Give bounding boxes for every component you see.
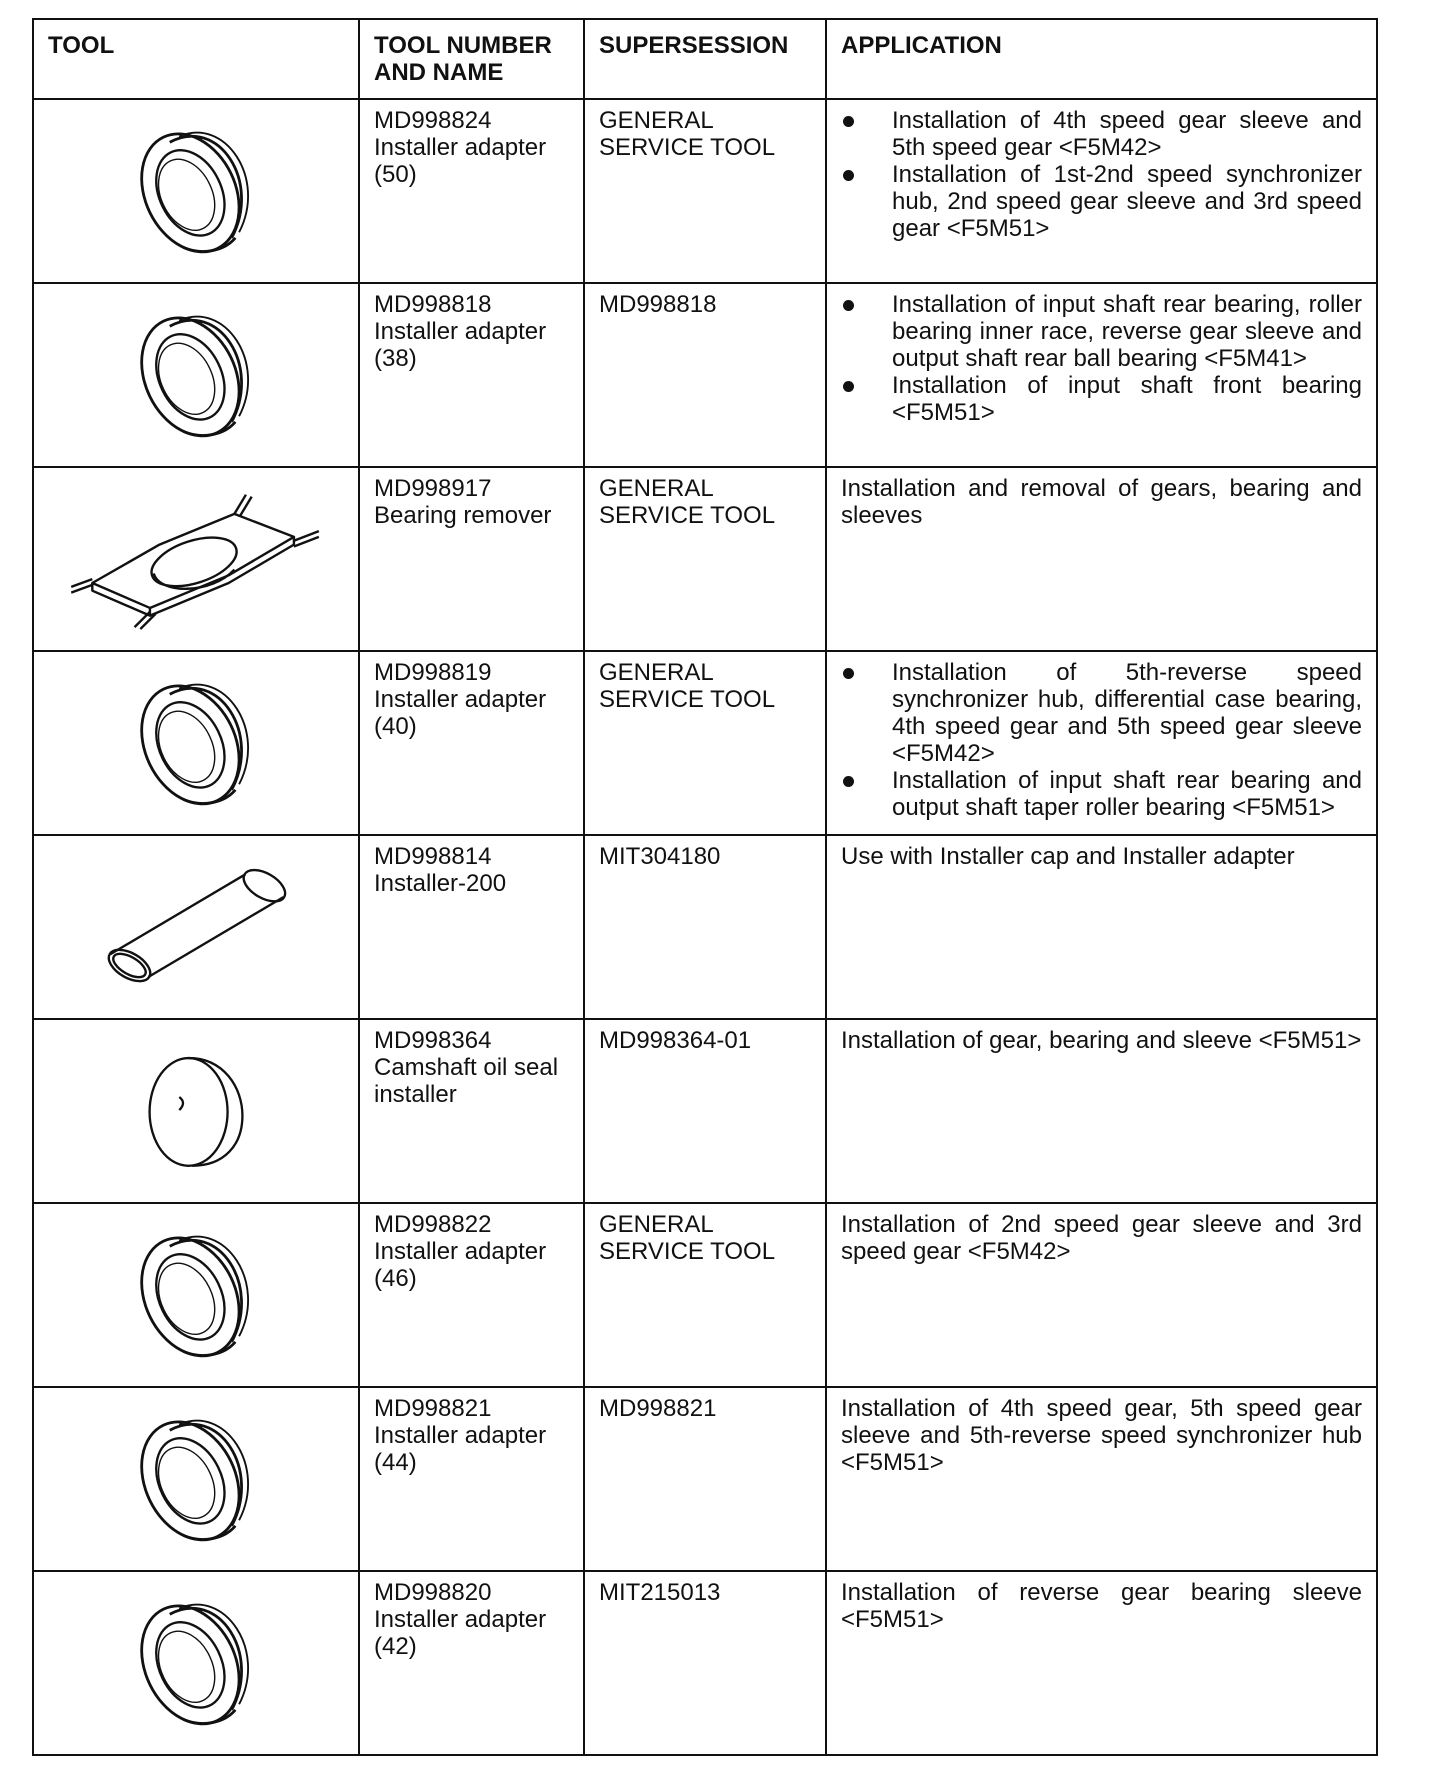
supersession-cell — [584, 651, 826, 835]
tool-number-name-cell — [359, 1571, 584, 1755]
application-item — [841, 659, 1362, 767]
tool-name: Installer adapter (50) — [374, 134, 547, 188]
installer-adapter-icon — [34, 1220, 358, 1370]
tool-number-name-cell — [359, 467, 584, 651]
tool-number-name-cell — [359, 1203, 584, 1387]
supersession-cell — [584, 467, 826, 651]
table-row — [33, 1019, 1377, 1203]
tool-illustration-cell — [33, 1019, 359, 1203]
tool-illustration-cell — [33, 99, 359, 283]
supersession-value: MD998818 — [599, 291, 717, 318]
application-item — [841, 767, 1362, 821]
supersession-value: MIT215013 — [599, 1579, 721, 1606]
application-cell — [826, 835, 1377, 1019]
oil-seal-installer-icon — [34, 1041, 358, 1181]
tool-number-name-cell — [359, 99, 584, 283]
application-text: Installation of 4th speed gear sleeve and 5th speed gear <F5M42> — [892, 107, 1362, 161]
installer-tube-icon — [34, 861, 358, 994]
supersession-value: MIT304180 — [599, 843, 721, 870]
application-text: Installation of 1st-2nd speed synchronizer hub, 2nd speed gear sleeve and 3rd speed gear <F5M51> — [892, 161, 1362, 242]
application-text: Installation of 5th-reverse speed synchronizer hub, differential case bearing, 4th speed gear and 5th speed gear sleeve <F5M42> — [892, 659, 1362, 767]
installer-adapter-icon — [34, 1404, 358, 1554]
table-row — [33, 1387, 1377, 1571]
supersession-cell — [584, 1019, 826, 1203]
table-row — [33, 1571, 1377, 1755]
supersession-cell — [584, 1203, 826, 1387]
application-item — [841, 372, 1362, 426]
installer-adapter-icon — [34, 668, 358, 818]
tool-number: MD998820 — [374, 1579, 492, 1606]
application-text: Installation of 2nd speed gear sleeve and 3rd speed gear <F5M42> — [841, 1211, 1362, 1265]
application-cell — [826, 283, 1377, 467]
tool-number-name-cell — [359, 283, 584, 467]
supersession-cell — [584, 1387, 826, 1571]
application-item — [841, 161, 1362, 242]
tool-number: MD998818 — [374, 291, 492, 318]
application-text: Installation of input shaft front bearing <F5M51> — [892, 372, 1362, 426]
tool-number: MD998917 — [374, 475, 492, 502]
tool-illustration-cell — [33, 1571, 359, 1755]
application-text: Installation of gear, bearing and sleeve <F5M51> — [841, 1027, 1362, 1054]
tool-illustration-cell — [33, 1387, 359, 1571]
tool-number: MD998821 — [374, 1395, 492, 1422]
tool-number: MD998824 — [374, 107, 492, 134]
application-text: Installation of reverse gear bearing sleeve <F5M51> — [841, 1579, 1362, 1633]
tool-illustration-cell — [33, 835, 359, 1019]
tool-name: Installer adapter (42) — [374, 1606, 547, 1660]
bullet-icon — [843, 776, 854, 787]
tool-illustration-cell — [33, 283, 359, 467]
application-text: Installation of input shaft rear bearing, roller bearing inner race, reverse gear sleeve and output shaft rear ball bearing <F5M41> — [892, 291, 1362, 372]
tool-name: Bearing remover — [374, 502, 552, 529]
table-row — [33, 651, 1377, 835]
tool-name: Installer-200 — [374, 870, 507, 897]
application-cell — [826, 99, 1377, 283]
header-row — [33, 19, 1377, 99]
application-list — [841, 107, 1362, 242]
application-item — [841, 107, 1362, 161]
tool-number: MD998364 — [374, 1027, 492, 1054]
application-list — [841, 659, 1362, 821]
supersession-value: GENERAL SERVICE TOOL — [599, 475, 776, 529]
tool-illustration-cell — [33, 1203, 359, 1387]
col-header-number-name: TOOL NUMBER AND NAME — [359, 19, 584, 99]
tool-name: Installer adapter (46) — [374, 1238, 547, 1292]
tool-name: Installer adapter (38) — [374, 318, 547, 372]
tool-number-name-cell — [359, 1019, 584, 1203]
supersession-cell — [584, 835, 826, 1019]
supersession-cell — [584, 283, 826, 467]
tool-number: MD998822 — [374, 1211, 492, 1238]
supersession-value: GENERAL SERVICE TOOL — [599, 107, 776, 161]
special-tools-table — [32, 18, 1378, 1756]
bullet-icon — [843, 116, 854, 127]
application-cell — [826, 1571, 1377, 1755]
application-list — [841, 291, 1362, 426]
bullet-icon — [843, 300, 854, 311]
installer-adapter-icon — [34, 116, 358, 266]
table-row — [33, 283, 1377, 467]
tool-illustration-cell — [33, 467, 359, 651]
tool-name: Installer adapter (44) — [374, 1422, 547, 1476]
bullet-icon — [843, 170, 854, 181]
application-cell — [826, 1387, 1377, 1571]
tool-number-name-cell — [359, 1387, 584, 1571]
table-row — [33, 99, 1377, 283]
application-cell — [826, 467, 1377, 651]
tool-number-name-cell — [359, 651, 584, 835]
application-text: Installation of 4th speed gear, 5th speed gear sleeve and 5th-reverse speed synchronizer hub <F5M51> — [841, 1395, 1362, 1476]
application-cell — [826, 651, 1377, 835]
supersession-value: GENERAL SERVICE TOOL — [599, 1211, 776, 1265]
tool-number-name-cell — [359, 835, 584, 1019]
supersession-value: GENERAL SERVICE TOOL — [599, 659, 776, 713]
col-header-tool: TOOL — [33, 19, 359, 99]
col-header-application: APPLICATION — [826, 19, 1377, 99]
tool-name: Camshaft oil seal installer — [374, 1054, 559, 1108]
tool-illustration-cell — [33, 651, 359, 835]
table-row — [33, 1203, 1377, 1387]
application-cell — [826, 1203, 1377, 1387]
supersession-value: MD998821 — [599, 1395, 717, 1422]
application-cell — [826, 1019, 1377, 1203]
application-text: Installation of input shaft rear bearing and output shaft taper roller bearing <F5M51> — [892, 767, 1362, 821]
tool-name: Installer adapter (40) — [374, 686, 547, 740]
installer-adapter-icon — [34, 1588, 358, 1738]
application-text: Installation and removal of gears, bearing and sleeves — [841, 475, 1362, 529]
bearing-remover-icon — [34, 487, 358, 631]
col-header-supersession: SUPERSESSION — [584, 19, 826, 99]
application-text: Use with Installer cap and Installer adapter — [841, 843, 1295, 870]
bullet-icon — [843, 668, 854, 679]
installer-adapter-icon — [34, 300, 358, 450]
tool-number: MD998814 — [374, 843, 492, 870]
supersession-cell — [584, 1571, 826, 1755]
supersession-value: MD998364-01 — [599, 1027, 752, 1054]
tool-number: MD998819 — [374, 659, 492, 686]
table-row — [33, 835, 1377, 1019]
application-item — [841, 291, 1362, 372]
bullet-icon — [843, 381, 854, 392]
table-row — [33, 467, 1377, 651]
supersession-cell — [584, 99, 826, 283]
